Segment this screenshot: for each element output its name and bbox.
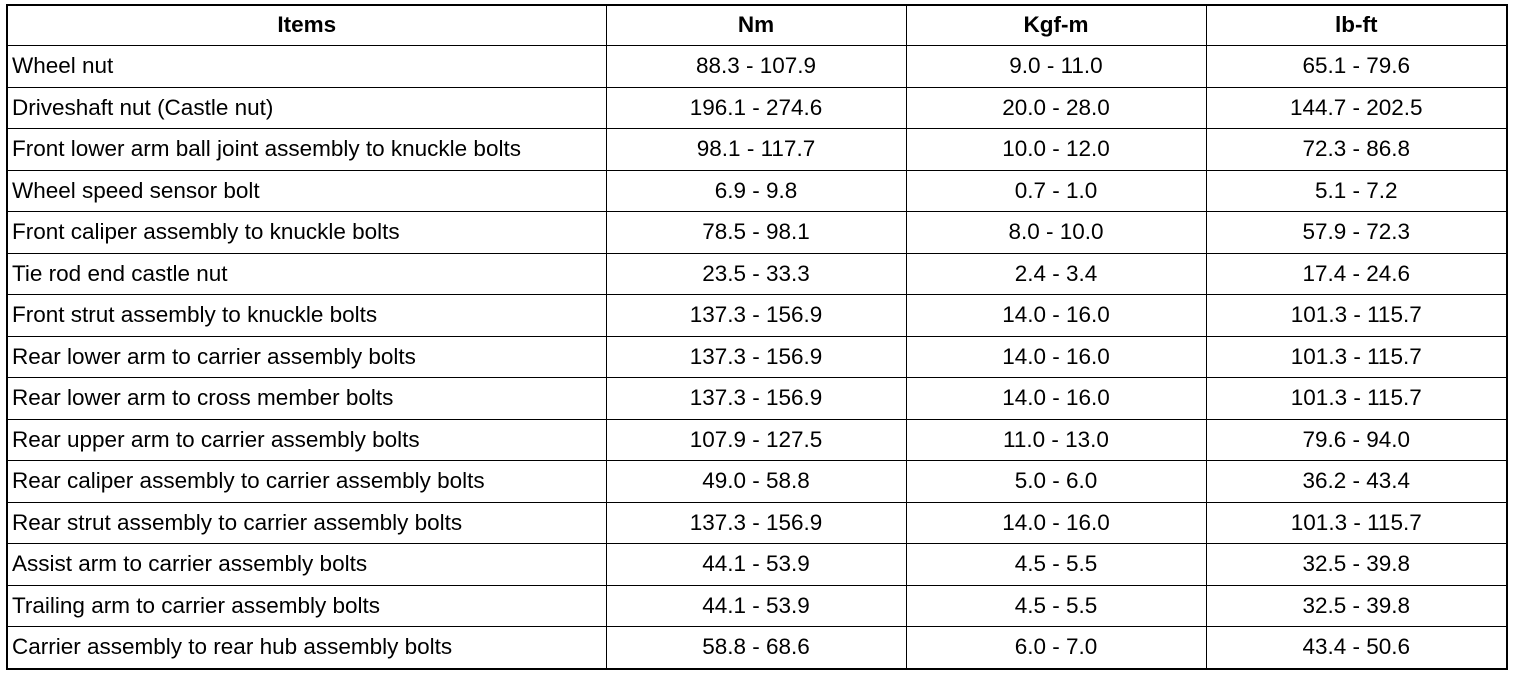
- header-items: Items: [7, 5, 606, 46]
- table-row: [7, 627, 1507, 669]
- cell-lb-ft: 5.1 - 7.2: [1206, 170, 1507, 212]
- cell-item: Rear lower arm to cross member bolts: [7, 378, 606, 420]
- cell-kgf-m: 6.0 - 7.0: [906, 627, 1206, 669]
- cell-item: Driveshaft nut (Castle nut): [7, 87, 606, 129]
- table-row: [7, 129, 1507, 171]
- table-row: [7, 295, 1507, 337]
- cell-lb-ft: 101.3 - 115.7: [1206, 502, 1507, 544]
- cell-item: Rear lower arm to carrier assembly bolts: [7, 336, 606, 378]
- cell-nm: 58.8 - 68.6: [606, 627, 906, 669]
- cell-nm: 137.3 - 156.9: [606, 336, 906, 378]
- cell-nm: 23.5 - 33.3: [606, 253, 906, 295]
- cell-lb-ft: 101.3 - 115.7: [1206, 378, 1507, 420]
- table-row: [7, 46, 1507, 88]
- cell-item: Rear strut assembly to carrier assembly bolts: [7, 502, 606, 544]
- table-row: [7, 87, 1507, 129]
- cell-nm: 6.9 - 9.8: [606, 170, 906, 212]
- cell-item: Front lower arm ball joint assembly to knuckle bolts: [7, 129, 606, 171]
- cell-nm: 44.1 - 53.9: [606, 585, 906, 627]
- table-row: [7, 170, 1507, 212]
- table-row: [7, 212, 1507, 254]
- header-lb-ft: lb-ft: [1206, 5, 1507, 46]
- torque-spec-table: [6, 4, 1508, 670]
- cell-nm: 137.3 - 156.9: [606, 295, 906, 337]
- table-body: [7, 46, 1507, 669]
- cell-nm: 98.1 - 117.7: [606, 129, 906, 171]
- cell-item: Rear upper arm to carrier assembly bolts: [7, 419, 606, 461]
- table-row: [7, 253, 1507, 295]
- cell-nm: 49.0 - 58.8: [606, 461, 906, 503]
- cell-nm: 137.3 - 156.9: [606, 378, 906, 420]
- table-row: [7, 336, 1507, 378]
- cell-kgf-m: 0.7 - 1.0: [906, 170, 1206, 212]
- cell-kgf-m: 14.0 - 16.0: [906, 336, 1206, 378]
- cell-nm: 44.1 - 53.9: [606, 544, 906, 586]
- cell-kgf-m: 2.4 - 3.4: [906, 253, 1206, 295]
- cell-kgf-m: 14.0 - 16.0: [906, 502, 1206, 544]
- cell-kgf-m: 5.0 - 6.0: [906, 461, 1206, 503]
- cell-item: Tie rod end castle nut: [7, 253, 606, 295]
- cell-kgf-m: 14.0 - 16.0: [906, 378, 1206, 420]
- table-row: [7, 461, 1507, 503]
- cell-kgf-m: 4.5 - 5.5: [906, 585, 1206, 627]
- cell-nm: 196.1 - 274.6: [606, 87, 906, 129]
- cell-lb-ft: 43.4 - 50.6: [1206, 627, 1507, 669]
- cell-nm: 88.3 - 107.9: [606, 46, 906, 88]
- cell-kgf-m: 9.0 - 11.0: [906, 46, 1206, 88]
- cell-nm: 107.9 - 127.5: [606, 419, 906, 461]
- cell-kgf-m: 10.0 - 12.0: [906, 129, 1206, 171]
- cell-item: Trailing arm to carrier assembly bolts: [7, 585, 606, 627]
- header-row: [7, 5, 1507, 46]
- cell-kgf-m: 14.0 - 16.0: [906, 295, 1206, 337]
- cell-lb-ft: 72.3 - 86.8: [1206, 129, 1507, 171]
- cell-item: Assist arm to carrier assembly bolts: [7, 544, 606, 586]
- cell-item: Carrier assembly to rear hub assembly bolts: [7, 627, 606, 669]
- cell-item: Front strut assembly to knuckle bolts: [7, 295, 606, 337]
- header-kgf-m: Kgf-m: [906, 5, 1206, 46]
- cell-kgf-m: 4.5 - 5.5: [906, 544, 1206, 586]
- cell-lb-ft: 65.1 - 79.6: [1206, 46, 1507, 88]
- table-row: [7, 419, 1507, 461]
- cell-lb-ft: 79.6 - 94.0: [1206, 419, 1507, 461]
- cell-item: Front caliper assembly to knuckle bolts: [7, 212, 606, 254]
- cell-item: Wheel speed sensor bolt: [7, 170, 606, 212]
- cell-lb-ft: 32.5 - 39.8: [1206, 544, 1507, 586]
- cell-kgf-m: 20.0 - 28.0: [906, 87, 1206, 129]
- table-row: [7, 544, 1507, 586]
- cell-kgf-m: 8.0 - 10.0: [906, 212, 1206, 254]
- table-row: [7, 378, 1507, 420]
- table-header: [7, 5, 1507, 46]
- cell-lb-ft: 17.4 - 24.6: [1206, 253, 1507, 295]
- header-nm: Nm: [606, 5, 906, 46]
- cell-nm: 137.3 - 156.9: [606, 502, 906, 544]
- cell-item: Rear caliper assembly to carrier assembly bolts: [7, 461, 606, 503]
- cell-lb-ft: 36.2 - 43.4: [1206, 461, 1507, 503]
- torque-spec-sheet: [6, 4, 1508, 670]
- cell-lb-ft: 101.3 - 115.7: [1206, 295, 1507, 337]
- table-row: [7, 585, 1507, 627]
- cell-lb-ft: 57.9 - 72.3: [1206, 212, 1507, 254]
- cell-nm: 78.5 - 98.1: [606, 212, 906, 254]
- cell-lb-ft: 101.3 - 115.7: [1206, 336, 1507, 378]
- cell-lb-ft: 32.5 - 39.8: [1206, 585, 1507, 627]
- table-row: [7, 502, 1507, 544]
- cell-kgf-m: 11.0 - 13.0: [906, 419, 1206, 461]
- cell-lb-ft: 144.7 - 202.5: [1206, 87, 1507, 129]
- cell-item: Wheel nut: [7, 46, 606, 88]
